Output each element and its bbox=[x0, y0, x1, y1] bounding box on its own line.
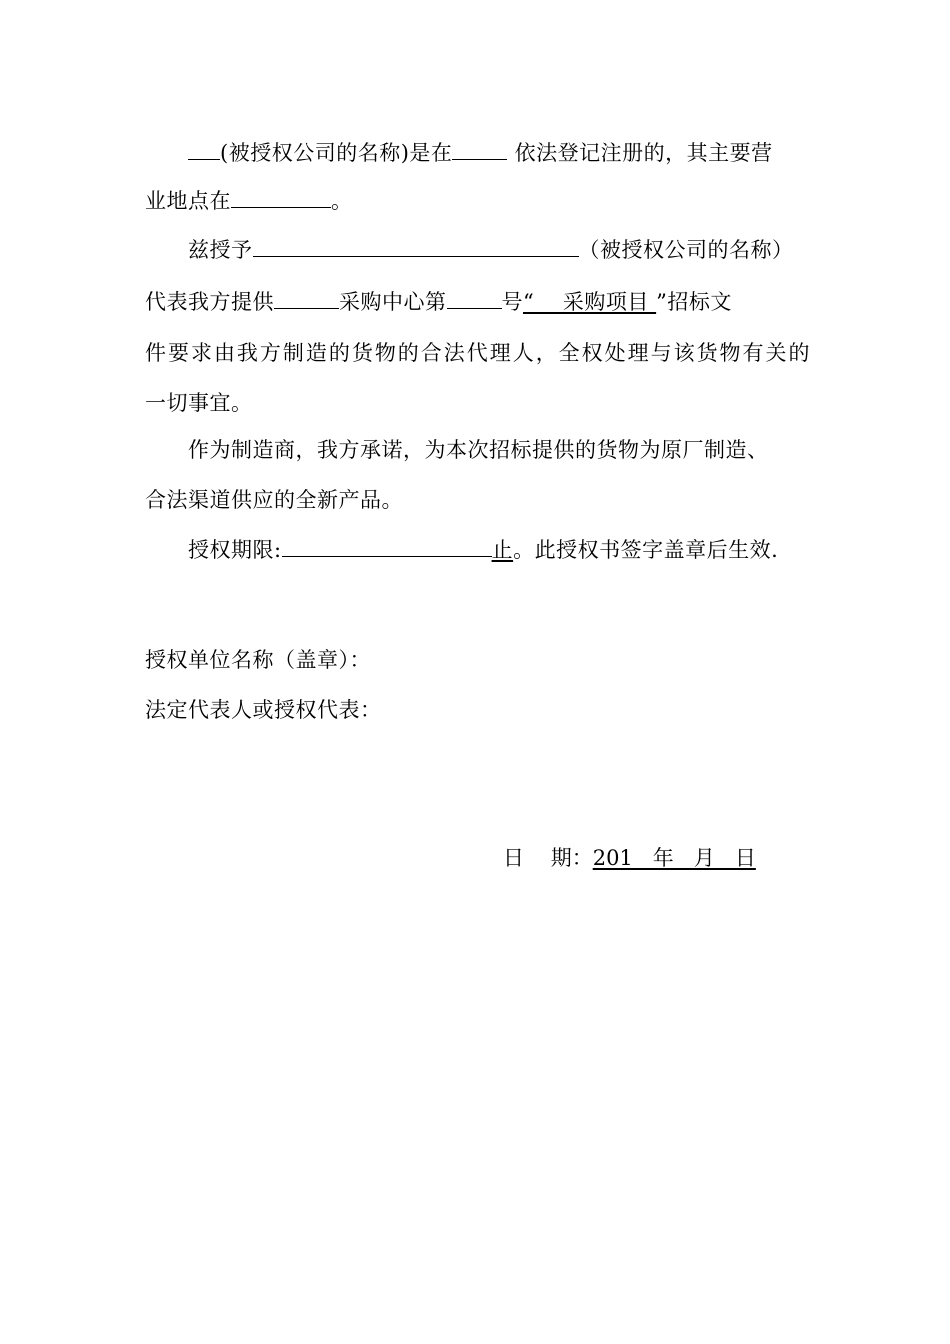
p4-text-a: 授权期限: bbox=[188, 538, 282, 562]
p2-line2-text-c: 号 bbox=[501, 290, 523, 314]
paragraph-1-line-2 bbox=[145, 187, 810, 215]
paragraph-2-line-3: 件要求由我方制造的货物的合法代理人，全权处理与该货物有关的 bbox=[145, 341, 810, 365]
paragraph-2-line-1 bbox=[188, 236, 810, 264]
registration-place-blank bbox=[452, 139, 507, 160]
p1-text-a: (被授权公司的名称)是在 bbox=[220, 141, 453, 165]
company-name-blank bbox=[188, 139, 220, 160]
p2-text-b: （被授权公司的名称） bbox=[578, 238, 794, 262]
business-address-blank bbox=[231, 187, 331, 208]
p1-line2-text-b: 。 bbox=[331, 189, 353, 213]
number-blank bbox=[447, 288, 502, 309]
representative-label: 法定代表人或授权代表： bbox=[145, 698, 382, 722]
p2-line2-text-a: 代表我方提供 bbox=[145, 290, 274, 314]
p1-text-b: 依法登记注册的，其主要营 bbox=[507, 141, 773, 165]
p4-text-b: 止 bbox=[491, 538, 514, 562]
project-name-field: “ 采购项目 bbox=[523, 290, 657, 314]
paragraph-4-authorization-period bbox=[188, 536, 810, 564]
date-label: 日 期： bbox=[503, 846, 593, 870]
paragraph-1-line-1 bbox=[188, 139, 810, 167]
provider-blank bbox=[274, 288, 339, 309]
paragraph-2-line-2 bbox=[145, 288, 810, 316]
date-line bbox=[503, 844, 756, 872]
p2-line2-text-b: 采购中心第 bbox=[339, 290, 447, 314]
authorized-company-blank bbox=[253, 236, 579, 257]
paragraph-3-line-1: 作为制造商，我方承诺，为本次招标提供的货物为原厂制造、 bbox=[188, 438, 769, 462]
company-seal-label: 授权单位名称（盖章）： bbox=[145, 648, 371, 672]
paragraph-2-line-4: 一切事宜。 bbox=[145, 391, 253, 415]
p1-line2-text-a: 业地点在 bbox=[145, 189, 231, 213]
p4-text-c: 。此授权书签字盖章后生效. bbox=[513, 538, 779, 562]
date-value: 201 年 月 日 bbox=[592, 846, 756, 870]
p2-line2-text-d: ”招标文 bbox=[656, 290, 732, 314]
period-blank bbox=[282, 536, 492, 557]
p2-text-a: 兹授予 bbox=[188, 238, 253, 262]
paragraph-3-line-2: 合法渠道供应的全新产品。 bbox=[145, 488, 403, 512]
